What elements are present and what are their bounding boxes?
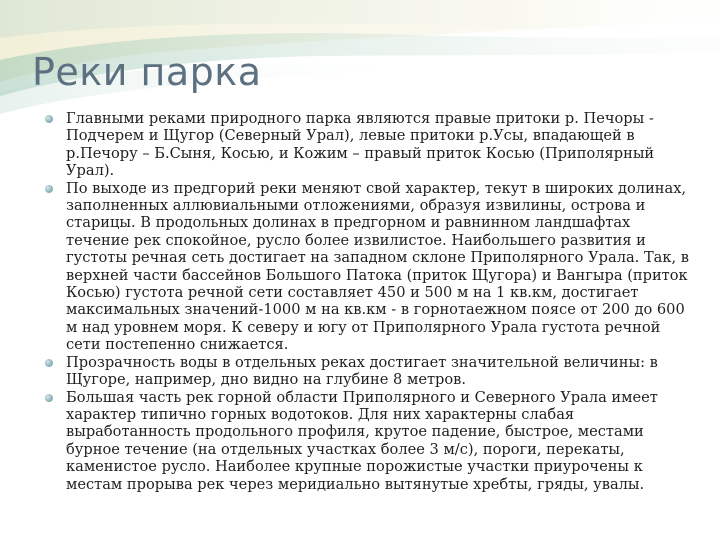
bullet-item (42, 110, 692, 180)
slide-title: Реки парка (32, 50, 262, 94)
bullet-item (42, 180, 692, 354)
circle-bullet-icon (45, 359, 53, 367)
bullet-text: Прозрачность воды в отдельных реках достигает значительной величины: в Щугоре, например, дно видно на глубине 8 метров. (66, 353, 658, 389)
bullet-text: По выходе из предгорий реки меняют свой характер, текут в широких долинах, заполненных аллювиальными отложениями, образуя извилины, острова и старицы. В продольных долинах в предгорном и равнинном ландшафтах течение рек спокойное, русло более извилистое. Наибольшего развития и густоты речная сеть достигает на западном склоне Приполярного Урала. Так, в верхней части бассейнов Большого Патока (приток Щугора) и Вангыра (приток Косью) густота речной сети составляет 450 и 500 м на 1 кв.км, достигает максимальных значений-1000 м на кв.км - в горнотаежном поясе от 200 до 600 м над уровнем моря. К северу и югу от Приполярного Урала густота речной сети постепенно снижается. (66, 179, 689, 354)
bullet-item (42, 389, 692, 493)
bullet-list (42, 110, 692, 493)
bullet-item (42, 354, 692, 389)
bullet-text: Большая часть рек горной области Приполярного и Северного Урала имеет характер типично горных водотоков. Для них характерны слабая выработанность продольного профиля, крутое падение, быстрое, местами бурное течение (на отдельных участках более 3 м/с), пороги, перекаты, каменистое русло. Наиболее крупные порожистые участки приурочены к местам прорыва рек через меридиально вытянутые хребты, гряды, увалы. (66, 388, 658, 493)
bullet-text: Главными реками природного парка являются правые притоки р. Печоры - Подчерем и Щугор (Северный Урал), левые притоки р.Усы, впадающей в р.Печору – Б.Сыня, Косью, и Кожим – правый приток Косью (Приполярный Урал). (66, 110, 655, 180)
circle-bullet-icon (45, 394, 53, 402)
circle-bullet-icon (45, 115, 53, 123)
circle-bullet-icon (45, 185, 53, 193)
